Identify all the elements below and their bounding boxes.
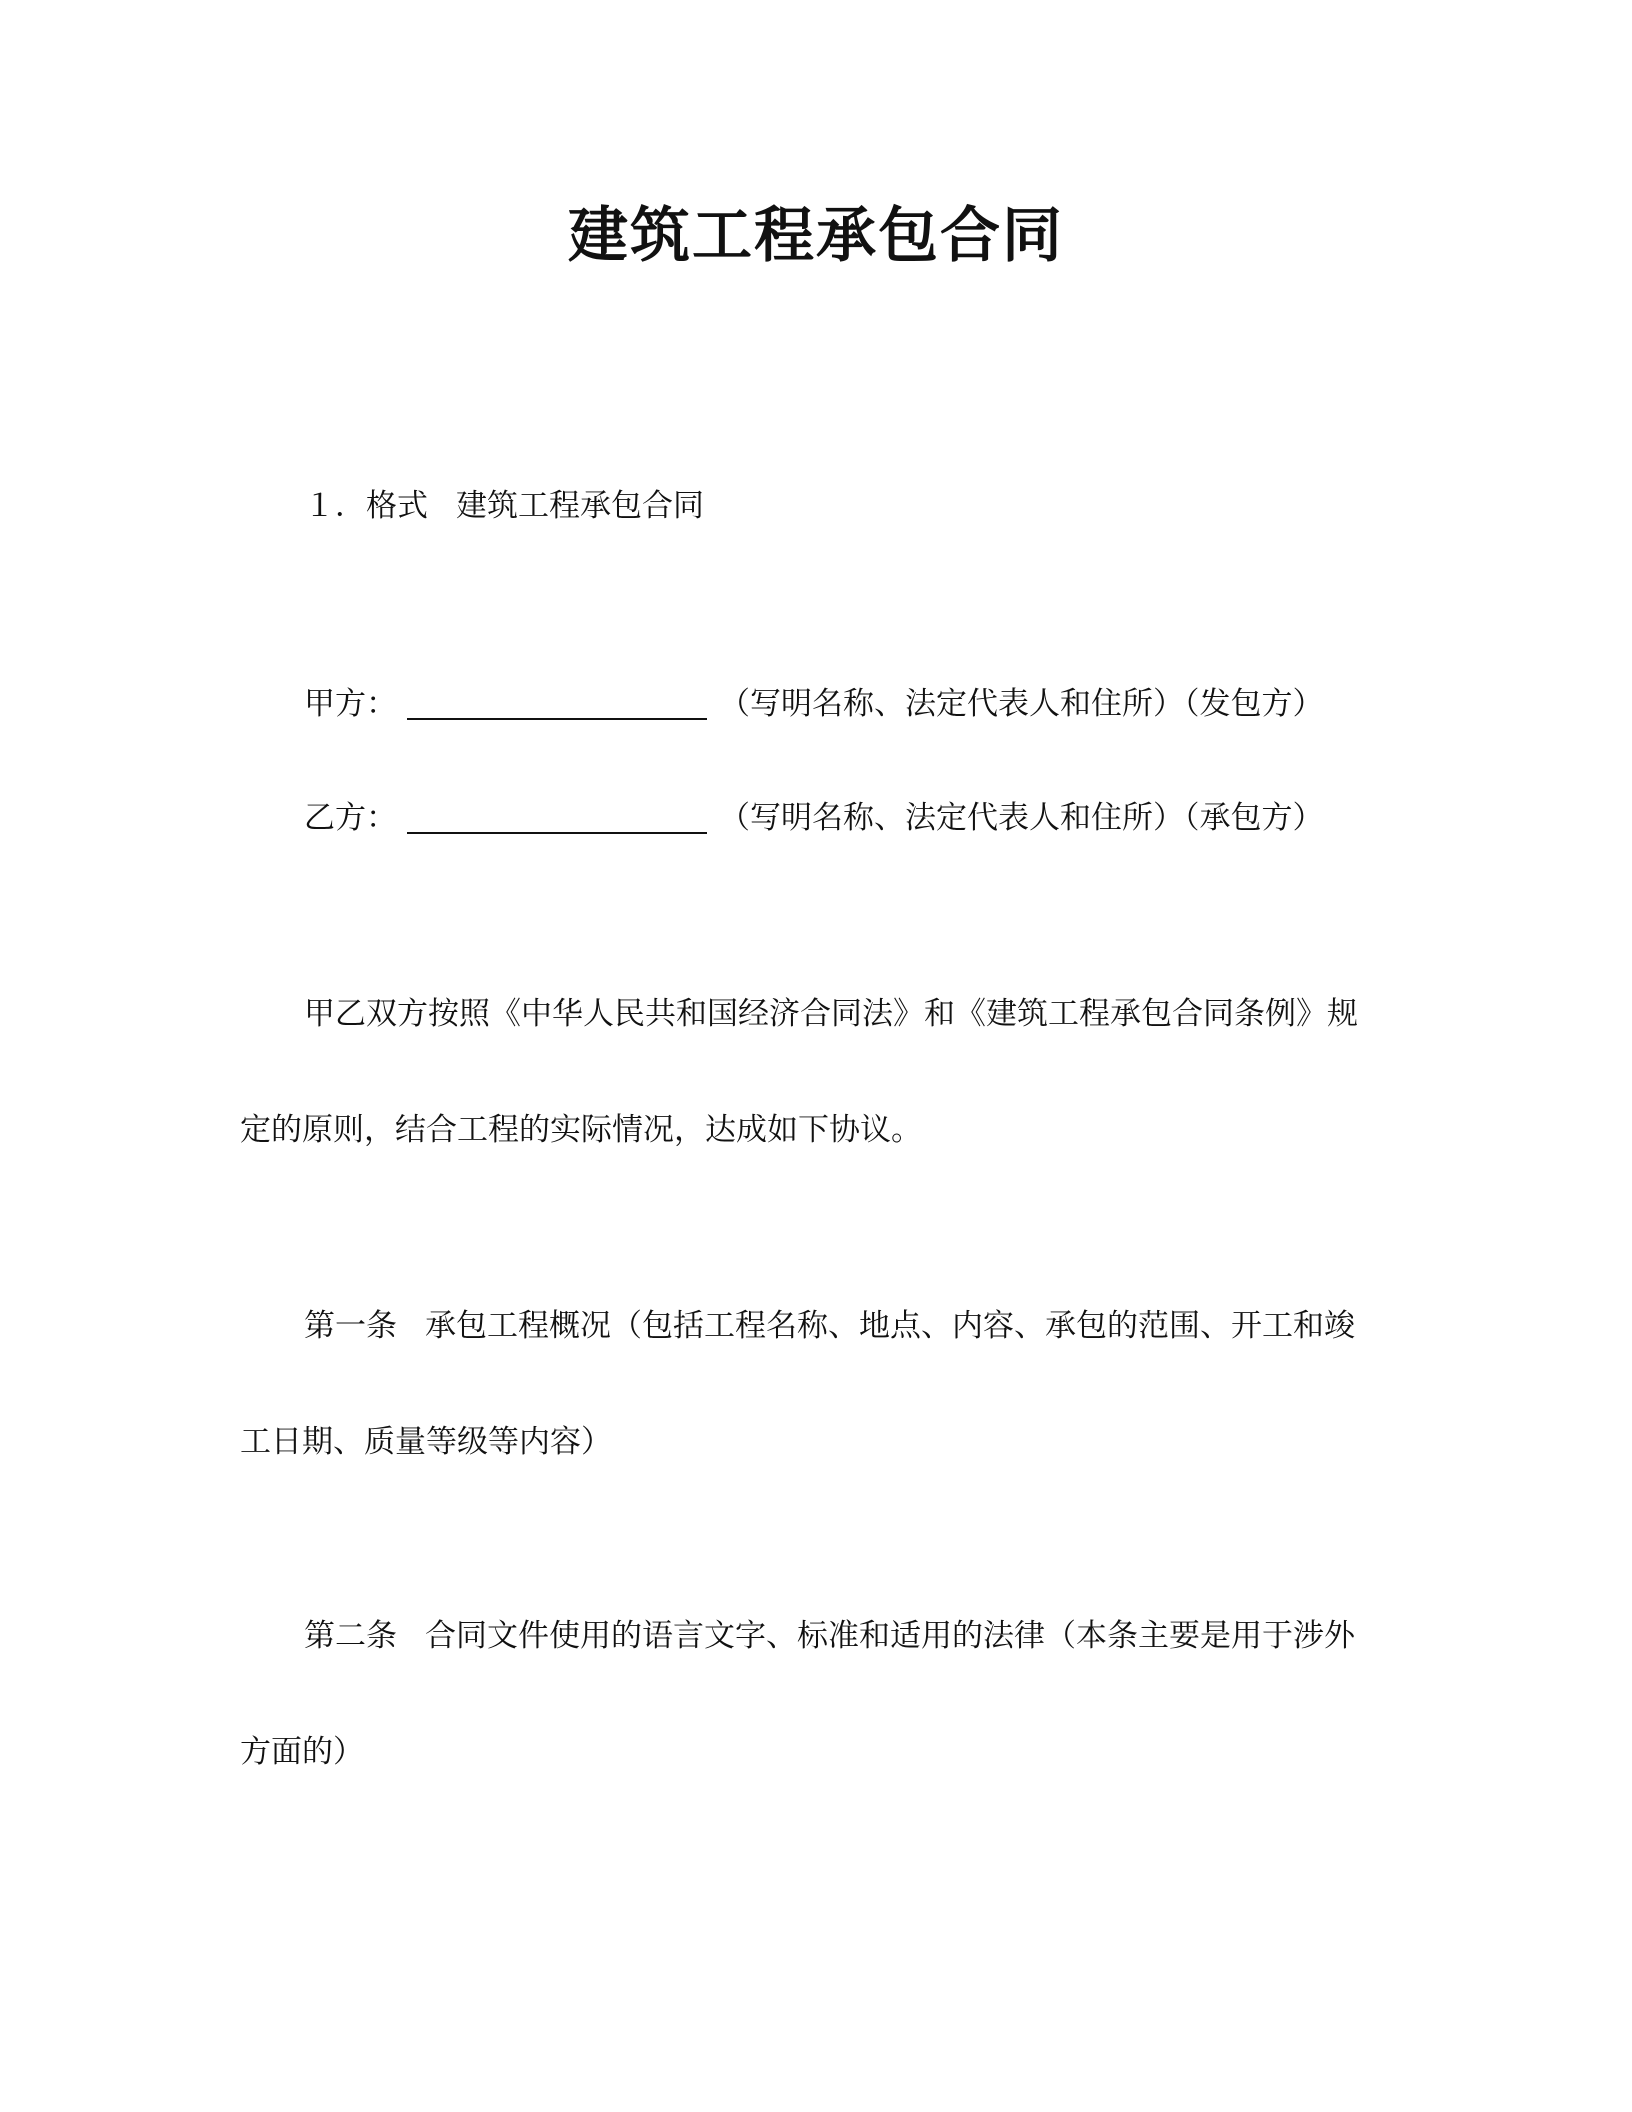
document-title: 建筑工程承包合同 (568, 201, 1064, 271)
party-a-note: （写明名称、法定代表人和住所）（发包方） (719, 686, 1324, 722)
preamble-line-1: 甲乙双方按照《中华人民共和国经济合同法》和《建筑工程承包合同条例》规 (304, 996, 1358, 1032)
party-b-note: （写明名称、法定代表人和住所）（承包方） (719, 800, 1324, 836)
party-a-blank-field[interactable] (407, 684, 707, 720)
party-a-label: 甲方： (304, 686, 397, 722)
format-text: 建筑工程承包合同 (456, 488, 704, 524)
format-line (304, 484, 704, 528)
party-a-line (304, 682, 1324, 726)
format-number: １． (304, 488, 366, 524)
article2-label: 第二条 (304, 1618, 397, 1654)
article2-line-1 (304, 1614, 1355, 1658)
article1-text-1: 承包工程概况（包括工程名称、地点、内容、承包的范围、开工和竣 (425, 1308, 1355, 1344)
article2-line-2: 方面的） (240, 1734, 364, 1770)
preamble-line-2: 定的原则，结合工程的实际情况，达成如下协议。 (240, 1112, 922, 1148)
article2-text-1: 合同文件使用的语言文字、标准和适用的法律（本条主要是用于涉外 (425, 1618, 1355, 1654)
party-b-blank-field[interactable] (407, 798, 707, 834)
article1-line-2: 工日期、质量等级等内容） (240, 1424, 612, 1460)
format-label: 格式 (366, 488, 428, 524)
article1-label: 第一条 (304, 1308, 397, 1344)
party-b-label: 乙方： (304, 800, 397, 836)
article1-line-1 (304, 1304, 1355, 1348)
party-b-line (304, 796, 1324, 840)
